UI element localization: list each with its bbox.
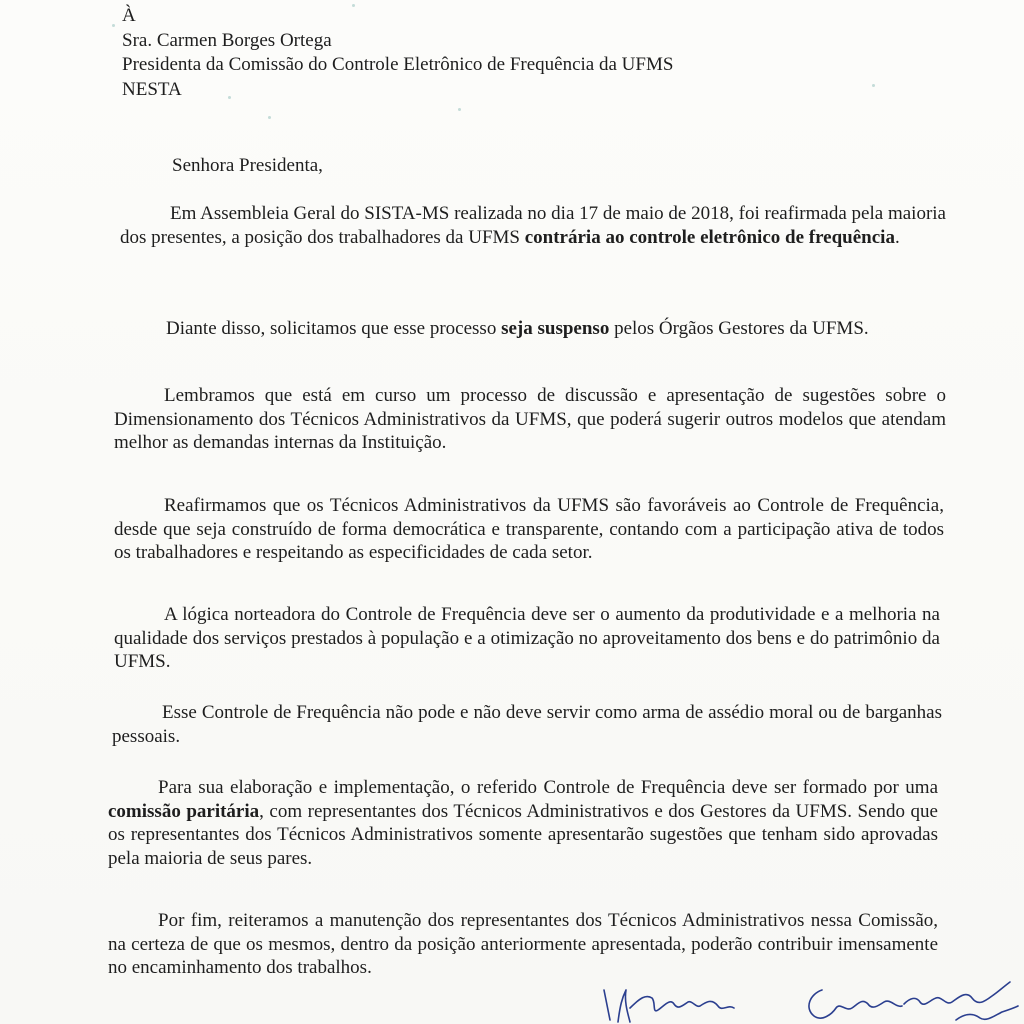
paragraph-text: pelos Órgãos Gestores da UFMS. [609,318,869,339]
paragraph-emphasis: contrária ao controle eletrônico de frequência [524,226,895,248]
paper-speck [872,84,875,87]
paper-speck [458,108,461,111]
paragraph-text: . [894,226,900,248]
paragraph-text: A lógica norteadora do Controle de Frequência deve ser o aumento da produtividade e a melhoria na qualidade dos serviços prestados à população e a otimização no aproveitamento dos bens e do patrimônio da UFMS. [114,604,940,672]
paragraph-text: Em Assembleia Geral do SISTA-MS realizada no dia 17 de maio de 2018, foi reafirmada pela maioria dos presentes, a posição dos trabalhadores da UFMS [120,203,946,248]
paragraph-text: Para sua elaboração e implementação, o referido Controle de Frequência deve ser formado por uma [158,777,938,798]
handwritten-signature [600,968,1020,1024]
paragraph-logic [114,603,940,674]
salutation: Senhora Presidenta, [172,155,323,176]
paragraph-commission [108,776,938,870]
paper-speck [112,24,115,27]
paper-speck [268,116,271,119]
recipient-title: Presidenta da Comissão do Controle Eletrônico de Frequência da UFMS [122,54,674,75]
recipient-name: Sra. Carmen Borges Ortega [122,29,332,51]
paragraph-text: Por fim, reiteramos a manutenção dos representantes dos Técnicos Administrativos nessa Comissão, na certeza de que os mesmos, dentro da posição anteriormente apresentada, poderão contribuir imensamente no encaminhamento dos trabalhos. [108,910,938,978]
paragraph-reaffirm [114,494,944,565]
paragraph-emphasis: seja suspenso [501,318,610,339]
paragraph-harassment [112,701,942,748]
recipient-line: À [122,5,136,26]
paragraph-text: Lembramos que está em curso um processo de discussão e apresentação de sugestões sobre o Dimensionamento dos Técnicos Administrativos da UFMS, que poderá sugerir outros modelos que atendam melhor as demandas internas da Instituição. [114,385,946,453]
paragraph-text: Esse Controle de Frequência não pode e não deve servir como arma de assédio moral ou de barganhas pessoais. [112,702,942,747]
paragraph-dimensioning [114,384,946,455]
paragraph-text: Reafirmamos que os Técnicos Administrativos da UFMS são favoráveis ao Controle de Frequência, desde que seja construído de forma democrática e transparente, contando com a participação ativa de todos os trabalhadores e respeitando as especificidades de cada setor. [114,495,944,563]
recipient-block [122,4,673,102]
paragraph-text: , com representantes dos Técnicos Administrativos e dos Gestores da UFMS. Sendo que os representantes dos Técnicos Administrativos somente apresentarão sugestões que tenham sido aprovadas pela maioria de seus pares. [108,800,938,869]
paragraph-text: Diante disso, solicitamos que esse processo [166,318,502,339]
paragraph-assembly [120,202,946,249]
recipient-location: NESTA [122,78,182,100]
paragraph-request [116,317,946,341]
paragraph-emphasis: comissão paritária [108,800,260,822]
